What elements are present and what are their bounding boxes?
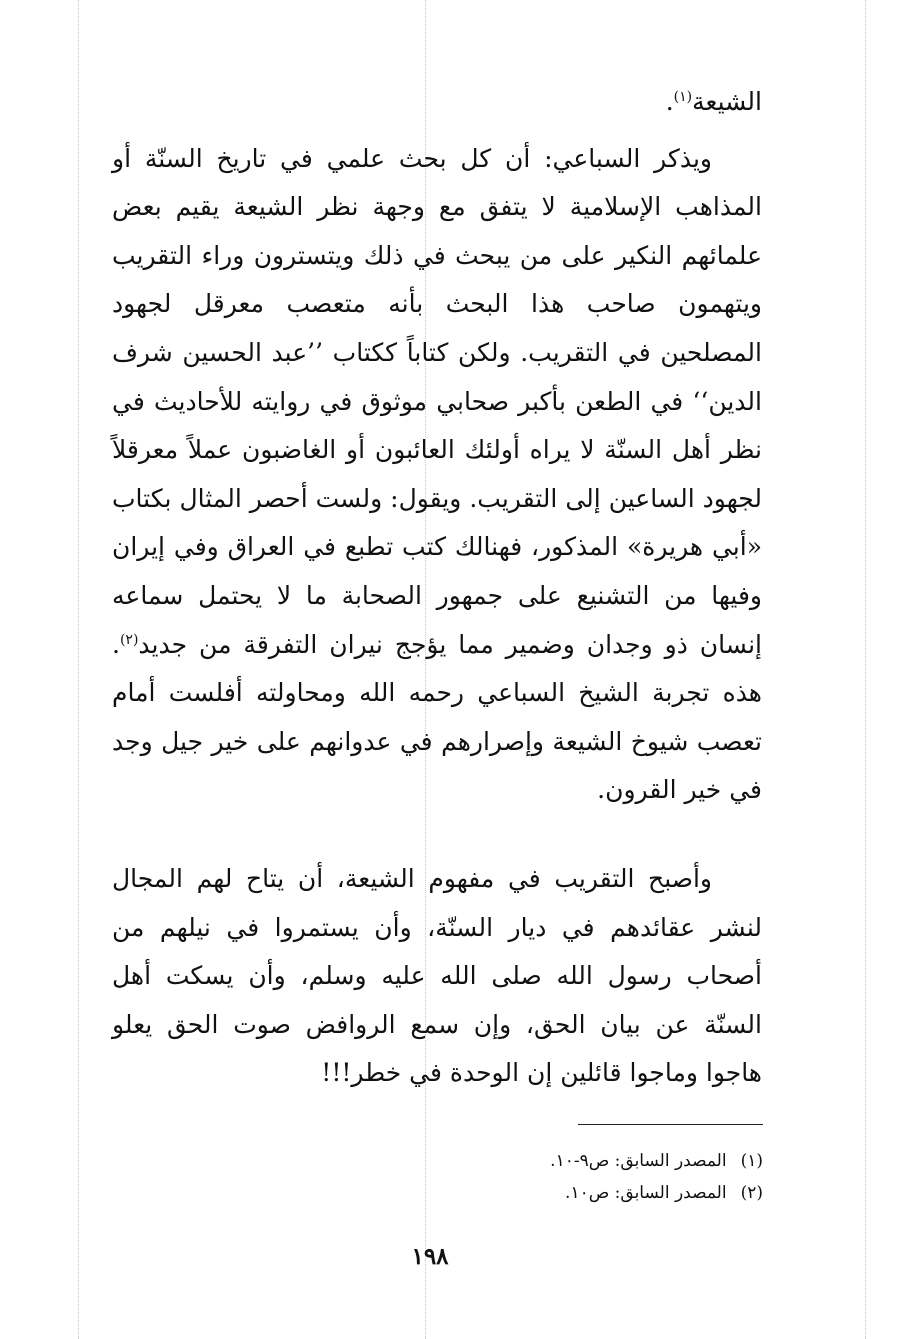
footnote-ref-1: (١): [673, 89, 693, 105]
paragraph-3: وأصبح التقريب في مفهوم الشيعة، أن يتاح لهم المجال لنشر عقائدهم في ديار السنّة، وأن يستمروا في نيلهم من أصحاب رسول الله صلى الله عليه وسلم، وأن يسكت أهل السنّة عن بيان الحق، وإن سمع الروافض صوت الحق يعلو هاجوا وماجوا قائلين إن الوحدة في خطر!!!: [112, 863, 762, 1088]
footnote-number: (١): [740, 1151, 763, 1171]
paragraph-2: [112, 135, 762, 815]
opening-line-end: .: [665, 87, 674, 116]
footnote-2: [300, 1177, 763, 1209]
footnote-number: (٢): [740, 1183, 763, 1203]
footnote-1: [300, 1145, 763, 1177]
footnote-text: المصدر السابق: ص١٠.: [565, 1183, 727, 1203]
footnote-text: المصدر السابق: ص٩-١٠.: [550, 1151, 727, 1171]
footnote-ref-2: (٢): [119, 631, 139, 648]
guide-line-right: [865, 0, 866, 1339]
page-number: ١٩٨: [411, 1243, 449, 1270]
footnote-separator: [578, 1124, 763, 1125]
page-body: [112, 78, 762, 1098]
paragraph-2-part2: . هذه تجربة الشيخ السباعي رحمه الله ومحاولته أفلست أمام تعصب شيوخ الشيعة وإصرارهم في عدوانهم على خير جيل وجد في خير القرون.: [112, 629, 762, 805]
opening-line: [112, 78, 762, 127]
opening-line-text: الشيعة: [692, 87, 762, 116]
paragraph-2-part1: ويذكر السباعي: أن كل بحث علمي في تاريخ السنّة أو المذاهب الإسلامية لا يتفق مع وجهة نظر الشيعة يقيم بعض علمائهم النكير على من يبحث في ذلك ويتسترون وراء التقريب ويتهمون صاحب هذا البحث بأنه متعصب معرقل لجهود المصلحين في التقريب. ولكن كتاباً ككتاب ’’عبد الحسين شرف الدين‘‘ في الطعن بأكبر صحابي موثوق في روايته للأحاديث في نظر أهل السنّة لا يراه أولئك العائبون أو الغاضبون عملاً معرقلاً لجهود الساعين إلى التقريب. ويقول: ولست أحصر المثال بكتاب «أبي هريرة» المذكور، فهنالك كتب تطبع في العراق وفي إيران وفيها من التشنيع على جمهور الصحابة ما لا يحتمل سماعه إنسان ذو وجدان وضمير مما يؤجج نيران التفرقة من جديد: [112, 143, 762, 659]
footnotes: [300, 1145, 763, 1209]
guide-line-left: [78, 0, 79, 1339]
